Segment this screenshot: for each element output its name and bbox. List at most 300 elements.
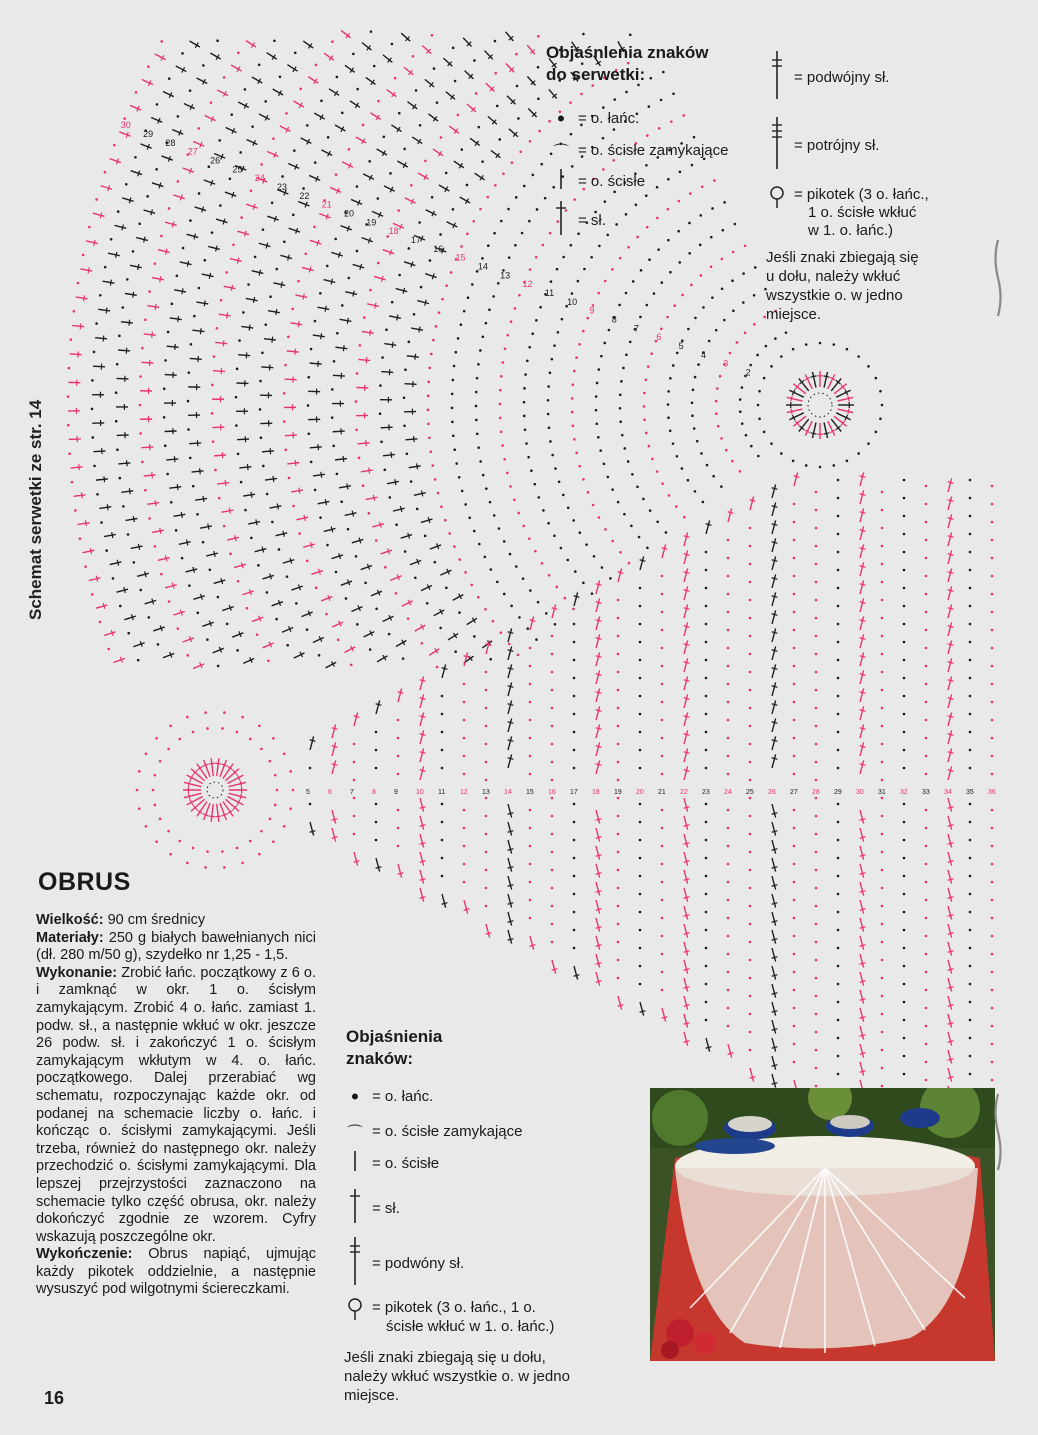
chain-dot xyxy=(545,612,548,615)
chain-dot xyxy=(452,208,455,211)
stitch-mark xyxy=(396,641,406,647)
stitch-mark xyxy=(811,433,817,434)
chain-dot xyxy=(667,390,670,393)
chain-dot xyxy=(549,371,552,374)
stitch-mark xyxy=(249,325,250,331)
stitch-mark xyxy=(618,1005,624,1007)
stitch-mark xyxy=(363,174,374,179)
chain-dot xyxy=(660,328,663,331)
stitch-mark xyxy=(860,526,864,540)
chain-dot xyxy=(881,635,884,638)
stitch-mark xyxy=(80,323,81,329)
stitch-mark xyxy=(237,231,248,234)
chain-dot xyxy=(711,296,714,299)
stitch-mark xyxy=(325,306,326,312)
stitch-mark xyxy=(262,547,264,553)
stitch-mark xyxy=(948,716,954,718)
stitch-mark xyxy=(508,682,512,696)
chain-dot xyxy=(475,92,478,95)
row-number: 15 xyxy=(526,789,534,796)
chain-dot xyxy=(279,75,282,78)
chain-dot xyxy=(837,515,840,518)
chain-dot xyxy=(639,713,642,716)
stitch-mark xyxy=(241,562,243,568)
chain-dot xyxy=(397,773,400,776)
chain-dot xyxy=(95,198,98,201)
chain-dot xyxy=(169,853,172,856)
chain-dot xyxy=(903,893,906,896)
chain-dot xyxy=(639,623,642,626)
stitch-mark xyxy=(367,304,379,307)
chain-dot xyxy=(925,1025,928,1028)
chain-dot xyxy=(611,268,614,271)
stitch-mark xyxy=(684,586,688,600)
stitch-mark xyxy=(340,226,351,230)
chain-dot xyxy=(503,593,506,596)
chain-dot xyxy=(133,561,136,564)
chain-dot xyxy=(903,1001,906,1004)
chain-dot xyxy=(440,505,443,508)
chain-dot xyxy=(455,462,458,465)
chain-dot xyxy=(137,659,140,662)
stitch-mark xyxy=(169,487,181,489)
chain-dot xyxy=(500,220,503,223)
chain-dot xyxy=(278,548,281,551)
stitch-mark xyxy=(147,306,159,308)
stitch-mark xyxy=(684,807,690,809)
chain-dot xyxy=(291,308,294,311)
stitch-mark xyxy=(295,460,296,466)
chain-dot xyxy=(144,489,147,492)
chain-dot xyxy=(617,905,620,908)
chain-dot xyxy=(881,707,884,710)
stitch-mark xyxy=(84,295,85,301)
chain-dot xyxy=(805,343,808,346)
stitch-mark xyxy=(165,375,177,376)
chain-dot xyxy=(793,989,796,992)
chain-dot xyxy=(692,389,695,392)
stitch-mark xyxy=(415,625,425,631)
stitch-mark xyxy=(361,566,372,570)
stitch-mark xyxy=(684,734,690,736)
row-number: 21 xyxy=(321,199,332,210)
chain-dot xyxy=(837,587,840,590)
row-number: 30 xyxy=(856,789,864,796)
chain-dot xyxy=(617,977,620,980)
stitch-mark xyxy=(209,816,215,817)
chain-dot xyxy=(314,161,317,164)
chain-dot xyxy=(881,959,884,962)
stitch-mark xyxy=(152,530,164,532)
chain-dot xyxy=(903,803,906,806)
stitch-mark xyxy=(287,463,299,464)
stitch-mark xyxy=(287,351,299,352)
chain-dot xyxy=(573,438,576,441)
chain-dot xyxy=(218,139,221,142)
stitch-mark xyxy=(206,553,218,556)
picot-icon xyxy=(342,1298,368,1326)
stitch-mark xyxy=(508,668,514,670)
chain-dot xyxy=(604,280,607,283)
chain-dot xyxy=(749,761,752,764)
chain-dot xyxy=(258,725,261,728)
chain-dot xyxy=(415,89,418,92)
chain-dot xyxy=(551,815,554,818)
stitch-mark xyxy=(750,1077,756,1079)
triple-cross-icon xyxy=(764,116,790,174)
chain-dot xyxy=(582,33,585,36)
chain-dot xyxy=(573,767,576,770)
chain-dot xyxy=(573,641,576,644)
stitch-mark xyxy=(299,488,300,494)
stitch-mark xyxy=(190,358,202,359)
stitch-mark xyxy=(229,508,230,514)
chain-dot xyxy=(249,840,252,843)
chain-dot xyxy=(499,417,502,420)
stitch-mark xyxy=(396,289,408,292)
stitch-mark xyxy=(772,1074,776,1088)
picot-icon xyxy=(764,186,790,214)
chain-dot xyxy=(168,600,171,603)
stitch-mark xyxy=(684,676,688,690)
stitch-mark xyxy=(405,439,417,440)
stitch-mark xyxy=(96,479,108,480)
chain-dot xyxy=(598,516,601,519)
chain-dot xyxy=(793,1061,796,1064)
chain-dot xyxy=(815,887,818,890)
chain-dot xyxy=(815,833,818,836)
stitch-mark xyxy=(310,831,316,833)
chain-dot xyxy=(490,568,493,571)
chain-dot xyxy=(341,112,344,115)
stitch-mark xyxy=(948,698,954,700)
chain-dot xyxy=(837,731,840,734)
chain-dot xyxy=(727,719,730,722)
chain-dot xyxy=(177,180,180,183)
chain-dot xyxy=(749,887,752,890)
chain-dot xyxy=(435,325,438,328)
chain-dot xyxy=(206,727,209,730)
chain-dot xyxy=(244,509,247,512)
stitch-mark xyxy=(860,1008,864,1022)
chain-dot xyxy=(107,648,110,651)
chain-dot xyxy=(575,356,578,359)
chain-dot xyxy=(452,434,455,437)
stitch-mark xyxy=(684,694,688,708)
stitch-mark xyxy=(371,591,382,596)
chain-dot xyxy=(705,731,708,734)
stitch-mark xyxy=(860,936,864,950)
row-number: 27 xyxy=(187,146,198,157)
stitch-mark xyxy=(347,483,348,489)
stitch-mark xyxy=(121,491,133,492)
stitch-mark xyxy=(684,608,690,610)
chain-dot xyxy=(819,466,822,469)
chain-dot xyxy=(219,204,222,207)
chain-dot xyxy=(727,629,730,632)
tablecloth-photo xyxy=(650,1088,995,1361)
chain-dot xyxy=(485,887,488,890)
chain-dot xyxy=(672,364,675,367)
stitch-mark xyxy=(290,558,292,564)
stitch-mark xyxy=(706,524,712,526)
stitch-mark xyxy=(860,584,866,586)
stitch-mark xyxy=(508,840,512,854)
stitch-mark xyxy=(383,454,395,455)
stitch-mark xyxy=(229,782,246,786)
stitch-mark xyxy=(332,728,338,730)
stitch-mark xyxy=(860,670,864,684)
stitch-mark xyxy=(684,1041,690,1043)
stitch-mark xyxy=(317,307,329,309)
chain-dot xyxy=(139,589,142,592)
chain-dot xyxy=(375,767,378,770)
chain-dot xyxy=(715,412,718,415)
chain-dot xyxy=(155,168,158,171)
stitch-mark xyxy=(860,819,866,821)
stitch-mark xyxy=(240,781,241,787)
stitch-mark xyxy=(948,730,952,744)
stitch-mark xyxy=(335,347,347,348)
stitch-mark xyxy=(948,590,954,592)
chain-dot xyxy=(903,623,906,626)
stitch-mark xyxy=(860,548,866,550)
stitch-mark xyxy=(103,603,105,609)
chain-dot xyxy=(881,1085,884,1088)
stitch-mark xyxy=(241,326,253,328)
chain-dot xyxy=(460,323,463,326)
stitch-mark xyxy=(338,252,340,258)
stitch-mark xyxy=(93,366,105,367)
stitch-mark xyxy=(172,222,174,228)
stitch-mark xyxy=(948,1077,954,1079)
chain-dot xyxy=(749,725,752,728)
chain-dot xyxy=(681,467,684,470)
stitch-mark xyxy=(417,301,429,304)
stitch-mark xyxy=(356,137,366,143)
chain-dot xyxy=(441,821,444,824)
chain-dot xyxy=(551,941,554,944)
chain-dot xyxy=(463,809,466,812)
chain-dot xyxy=(727,827,730,830)
stitch-mark xyxy=(174,514,186,516)
chain-dot xyxy=(529,773,532,776)
chain-dot xyxy=(557,331,560,334)
chain-dot xyxy=(363,316,366,319)
stitch-mark xyxy=(229,793,246,797)
stitch-mark xyxy=(596,616,600,630)
chain-dot xyxy=(313,226,316,229)
chain-dot xyxy=(477,363,480,366)
stitch-mark xyxy=(948,996,952,1010)
stitch-mark xyxy=(812,372,816,388)
chain-dot xyxy=(383,136,386,139)
chain-dot xyxy=(336,332,339,335)
chain-dot xyxy=(650,352,653,355)
chain-dot xyxy=(925,593,928,596)
chain-dot xyxy=(479,349,482,352)
chain-dot xyxy=(159,760,162,763)
chain-dot xyxy=(837,605,840,608)
chain-dot xyxy=(463,310,466,313)
chain-dot xyxy=(383,468,386,471)
chain-dot xyxy=(881,563,884,566)
chain-dot xyxy=(223,711,226,714)
stitch-mark xyxy=(195,207,206,211)
stitch-mark xyxy=(772,542,778,544)
chain-dot xyxy=(498,527,501,530)
chain-dot xyxy=(375,749,378,752)
chain-dot xyxy=(260,830,263,833)
stitch-mark xyxy=(209,763,215,764)
chain-dot xyxy=(176,275,179,278)
chain-dot xyxy=(506,472,509,475)
chain-dot xyxy=(500,375,503,378)
stitch-mark xyxy=(420,766,424,780)
chain-dot xyxy=(526,360,529,363)
chain-dot xyxy=(688,252,691,255)
chain-dot xyxy=(678,261,681,264)
stitch-mark xyxy=(410,560,421,564)
chain-dot xyxy=(479,460,482,463)
stitch-mark xyxy=(104,632,115,636)
chain-dot xyxy=(67,424,70,427)
chain-dot xyxy=(969,533,972,536)
chain-dot xyxy=(582,582,585,585)
stitch-mark xyxy=(417,463,418,469)
chain-dot xyxy=(749,545,752,548)
stitch-mark xyxy=(369,468,370,474)
chain-dot xyxy=(661,971,664,974)
chain-dot xyxy=(147,65,150,68)
chain-dot xyxy=(534,550,537,553)
stitch-mark xyxy=(860,918,864,932)
stitch-mark xyxy=(420,888,424,902)
stitch-mark xyxy=(117,560,118,566)
stitch-mark xyxy=(684,554,690,556)
stitch-mark xyxy=(167,346,179,347)
stitch-mark xyxy=(772,740,778,742)
stitch-mark xyxy=(772,650,778,652)
chain-dot xyxy=(134,156,137,159)
chain-dot xyxy=(705,623,708,626)
stitch-mark xyxy=(684,572,690,574)
stitch-mark xyxy=(332,724,336,738)
stitch-mark xyxy=(684,698,690,700)
stitch-mark xyxy=(259,243,271,246)
chain-dot xyxy=(428,437,431,440)
stitch-mark xyxy=(90,548,91,554)
chain-dot xyxy=(500,631,503,634)
chain-dot xyxy=(727,881,730,884)
chain-dot xyxy=(792,348,795,351)
legend-top-item: = o. ścisłe xyxy=(548,168,645,194)
chain-dot xyxy=(77,282,80,285)
chain-dot xyxy=(154,774,157,777)
stitch-mark xyxy=(772,1038,776,1052)
chain-dot xyxy=(744,244,747,247)
stitch-mark xyxy=(948,861,954,863)
chain-dot xyxy=(407,247,410,250)
chain-dot xyxy=(617,923,620,926)
chain-dot xyxy=(969,983,972,986)
chain-dot xyxy=(229,553,232,556)
stitch-mark xyxy=(383,616,394,621)
stitch-mark xyxy=(596,981,602,983)
stitch-mark xyxy=(187,234,199,237)
chain-dot xyxy=(793,881,796,884)
stitch-mark xyxy=(304,515,305,521)
chain-dot xyxy=(700,452,703,455)
stitch-mark xyxy=(684,951,690,953)
chain-dot xyxy=(501,444,504,447)
stitch-mark xyxy=(152,472,153,478)
chain-dot xyxy=(375,839,378,842)
chain-dot xyxy=(163,416,166,419)
stitch-mark xyxy=(772,975,778,977)
chain-dot xyxy=(177,115,180,118)
row-number: 5 xyxy=(678,341,684,352)
chain-dot xyxy=(749,364,752,367)
chain-dot xyxy=(879,390,882,393)
chain-dot xyxy=(144,318,147,321)
stitch-mark xyxy=(420,748,424,762)
stitch-mark xyxy=(392,342,393,348)
stitch-mark xyxy=(508,628,512,642)
chain-dot xyxy=(171,303,174,306)
chain-dot xyxy=(723,319,726,322)
chain-dot xyxy=(632,280,635,283)
stitch-mark xyxy=(728,1053,734,1055)
stitch-mark xyxy=(772,704,778,706)
chain-dot xyxy=(332,445,335,448)
chain-dot xyxy=(362,484,365,487)
chain-dot xyxy=(494,184,497,187)
stitch-mark xyxy=(246,139,257,144)
chain-dot xyxy=(969,803,972,806)
chain-dot xyxy=(881,1031,884,1034)
stitch-mark xyxy=(214,551,215,557)
chain-dot xyxy=(631,473,634,476)
chain-dot xyxy=(881,815,884,818)
chain-dot xyxy=(297,280,300,283)
stitch-mark xyxy=(772,484,776,498)
chain-dot xyxy=(496,581,499,584)
stitch-mark xyxy=(144,475,156,476)
chain-dot xyxy=(881,887,884,890)
chain-dot xyxy=(420,286,423,289)
chain-dot xyxy=(705,839,708,842)
chain-dot xyxy=(815,851,818,854)
chain-dot xyxy=(903,551,906,554)
chain-dot xyxy=(430,353,433,356)
chain-dot xyxy=(991,719,994,722)
stitch-mark xyxy=(552,969,558,971)
chain-dot xyxy=(406,452,409,455)
chain-dot xyxy=(484,556,487,559)
chain-dot xyxy=(623,447,626,450)
chain-dot xyxy=(593,555,596,558)
stitch-mark xyxy=(684,604,688,618)
stitch-mark xyxy=(313,474,325,476)
stitch-mark xyxy=(133,643,144,647)
chain-dot xyxy=(925,827,928,830)
stitch-mark xyxy=(294,653,305,658)
chain-dot xyxy=(705,821,708,824)
stitch-mark xyxy=(259,114,270,120)
stitch-mark xyxy=(201,594,203,600)
chain-dot xyxy=(70,338,73,341)
